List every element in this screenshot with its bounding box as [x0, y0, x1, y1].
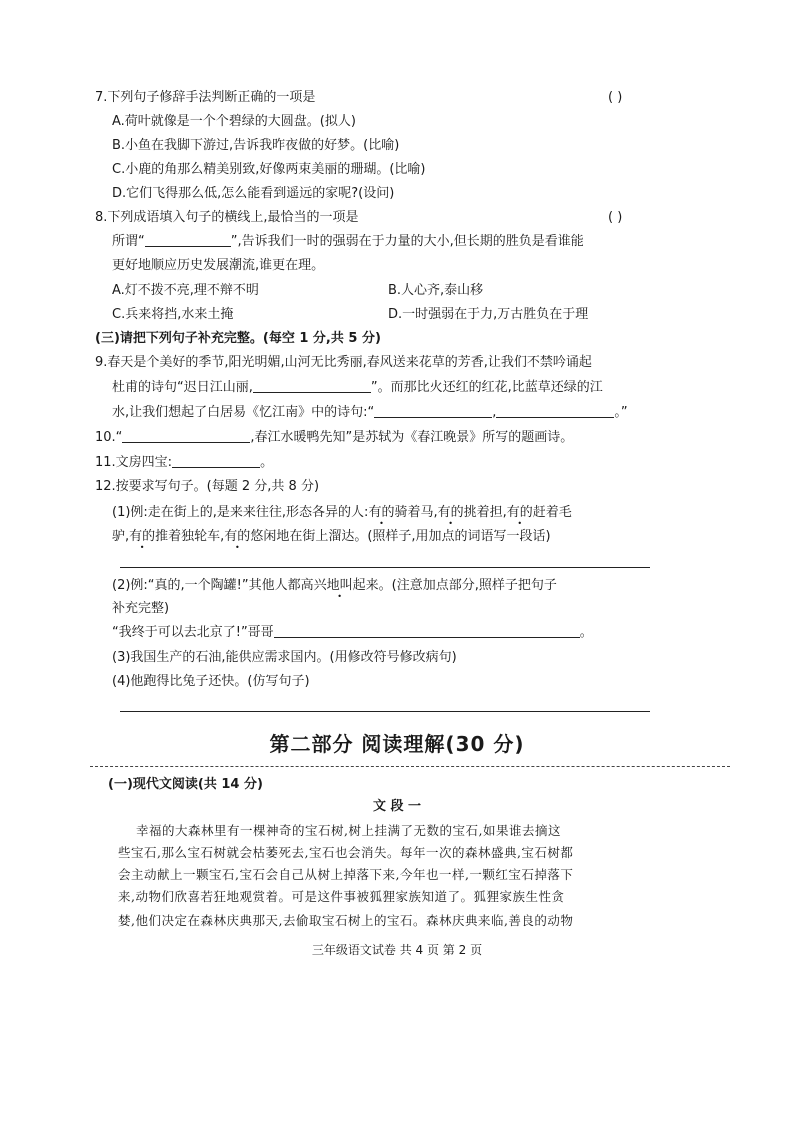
q8-answer-paren[interactable]: ( ) — [608, 210, 623, 225]
q12-sub1-line2: 驴,有的推着独轮车,有的悠闲地在街上溜达。(照样子,用加点的词语写一段话) — [112, 529, 551, 544]
passage-line-5: 婪,他们决定在森林庆典那天,去偷取宝石树上的宝石。森林庆典来临,善良的动物 — [118, 913, 574, 928]
part3-heading: (三)请把下列句子补充完整。(每空 1 分,共 5 分) — [95, 331, 381, 346]
q8-blank[interactable] — [145, 232, 231, 247]
q12-sub1-answer-line[interactable] — [120, 567, 650, 568]
emphasis-dots: 高兴地叫起来 • — [301, 578, 379, 593]
passage-line-2: 些宝石,那么宝石树就会枯萎死去,宝石也会消失。每年一次的森林盛典,宝石树都 — [118, 845, 574, 860]
q9-blank-2[interactable] — [374, 403, 492, 418]
passage-line-1: 幸福的大森林里有一棵神奇的宝石树,树上挂满了无数的宝石,如果谁去摘这 — [136, 823, 561, 838]
q7-option-c: C.小鹿的角那么精美别致,好像两束美丽的珊瑚。(比喻) — [112, 162, 426, 177]
section-divider — [90, 766, 730, 767]
q12-sub2-line2: 补充完整) — [112, 601, 170, 616]
q8-option-a: A.灯不拨不亮,理不辩不明 — [112, 283, 259, 298]
q7-option-b: B.小鱼在我脚下游过,告诉我昨夜做的好梦。(比喻) — [112, 138, 400, 153]
q8-option-b: B.人心齐,泰山移 — [388, 283, 484, 298]
q8-option-c: C.兵来将挡,水来土掩 — [112, 307, 234, 322]
part2-title: 第二部分 阅读理解(30 分) — [269, 732, 525, 756]
q12-sub2-line1: (2)例:“真的,一个陶罐!”其他人都高兴地叫起来 •。(注意加点部分,照样子把句子 — [112, 575, 557, 597]
q12-sub2-blank[interactable] — [274, 623, 580, 638]
q12-stem: 12.按要求写句子。(每题 2 分,共 8 分) — [95, 479, 320, 494]
page-footer: 三年级语文试卷 共 4 页 第 2 页 — [311, 943, 483, 957]
emphasis-dots: 有的 — [506, 505, 533, 520]
q8-sentence-line2: 更好地顺应历史发展潮流,谁更在理。 — [112, 258, 325, 273]
emphasis-dots: 有的 — [224, 529, 251, 544]
q9-line3: 水,让我们想起了白居易《忆江南》中的诗句:“ , 。” — [112, 405, 628, 420]
passage-line-3: 会主动献上一颗宝石,宝石会自己从树上掉落下来,今年也一样,一颗红宝石掉落下 — [118, 867, 574, 882]
q11-line: 11.文房四宝: 。 — [95, 455, 274, 470]
q12-sub4-answer-line[interactable] — [120, 711, 650, 712]
emphasis-dots: 有的 — [368, 505, 395, 520]
q8-sentence-line1: 所谓“ ”,告诉我们一时的强弱在于力量的大小,但长期的胜负是看谁能 — [112, 234, 584, 249]
q8-option-d: D.一时强弱在于力,万古胜负在于理 — [388, 307, 589, 322]
q9-line1: 9.春天是个美好的季节,阳光明媚,山河无比秀丽,春风送来花草的芳香,让我们不禁吟诵起 — [95, 355, 592, 370]
emphasis-dots: 有的 — [437, 505, 464, 520]
q10-blank[interactable] — [122, 428, 250, 443]
passage-title: 文 段 一 — [372, 799, 422, 814]
q9-line2: 杜甫的诗句“迟日江山丽, ”。而那比火还红的红花,比蓝草还绿的江 — [112, 380, 603, 395]
passage-line-4: 来,动物们欣喜若狂地观赏着。可是这件事被狐狸家族知道了。狐狸家族生性贪 — [118, 889, 565, 904]
q7-answer-paren[interactable]: ( ) — [608, 90, 623, 105]
q7-option-a: A.荷叶就像是一个个碧绿的大圆盘。(拟人) — [112, 114, 356, 129]
q9-blank-3[interactable] — [496, 403, 614, 418]
q10-line: 10.“ ,春江水暖鸭先知”是苏轼为《春江晚景》所写的题画诗。 — [95, 430, 574, 445]
q12-sub3: (3)我国生产的石油,能供应需求国内。(用修改符号修改病句) — [112, 650, 457, 665]
q12-sub2-line3: “我终于可以去北京了!”哥哥 。 — [112, 625, 593, 640]
q9-blank-1[interactable] — [253, 378, 371, 393]
q7-stem: 7.下列句子修辞手法判断正确的一项是 — [95, 90, 316, 105]
q11-blank[interactable] — [172, 453, 260, 468]
q12-sub1-line1: (1)例:走在街上的,是来来往往,形态各异的人:有的骑着马,有的挑着担,有的赶着毛 — [112, 505, 572, 520]
q7-option-d: D.它们飞得那么低,怎么能看到遥远的家呢?(设问) — [112, 186, 395, 201]
part2-subsection: (一)现代文阅读(共 14 分) — [108, 777, 263, 792]
emphasis-dots: 有的 — [129, 529, 156, 544]
q8-stem: 8.下列成语填入句子的横线上,最恰当的一项是 — [95, 210, 359, 225]
q12-sub4: (4)他跑得比兔子还快。(仿写句子) — [112, 674, 310, 689]
